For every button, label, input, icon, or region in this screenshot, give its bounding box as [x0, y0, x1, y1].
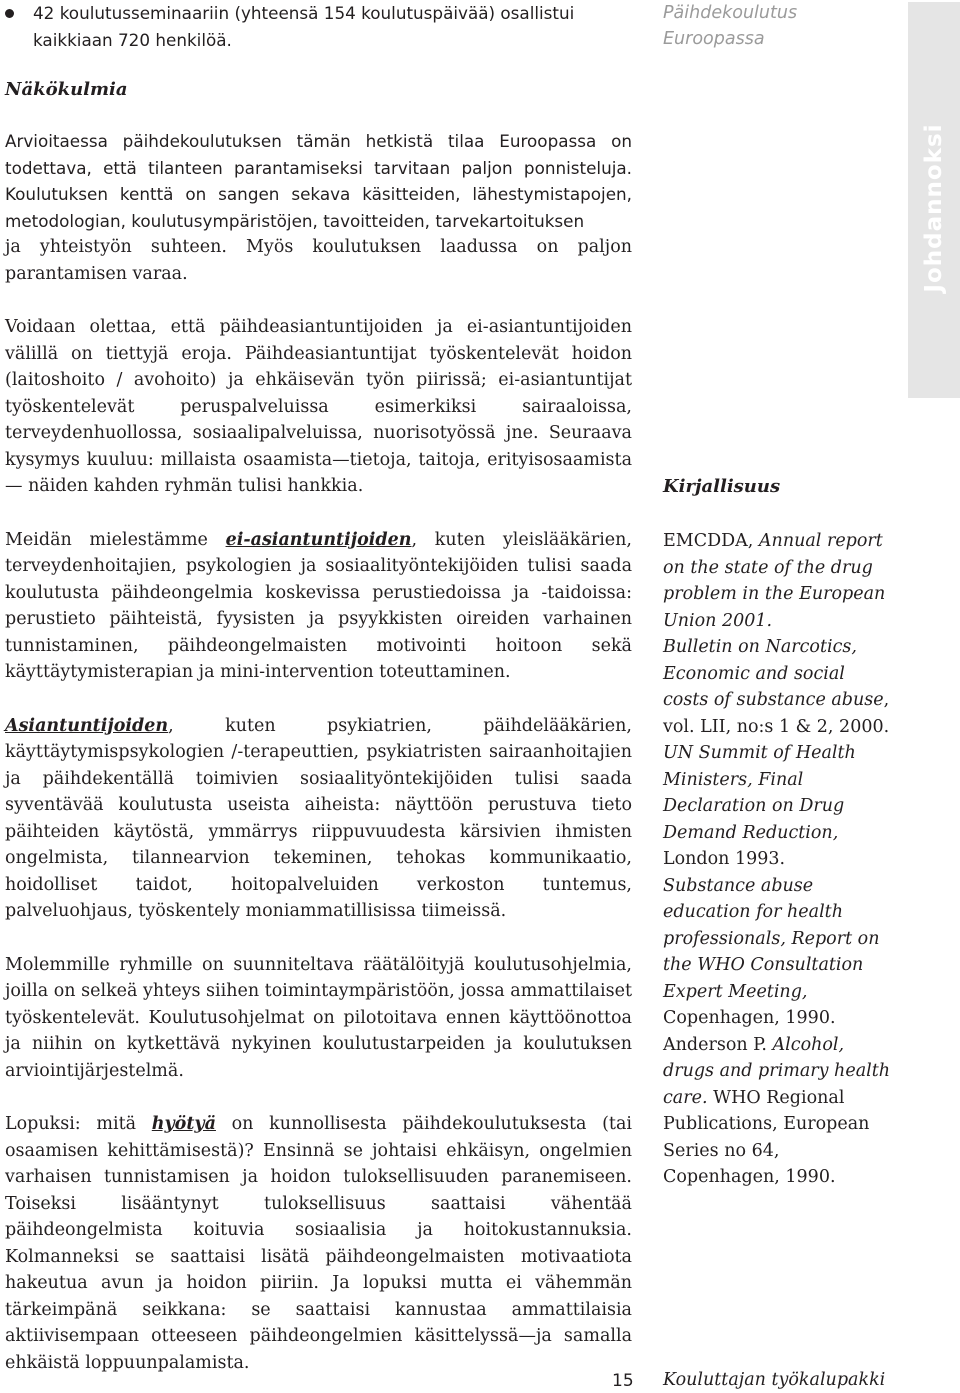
ref5-title: Alcohol, drugs and primary health care. — [663, 1034, 891, 1108]
publication-title: Kouluttajan työkalupakki — [663, 1370, 886, 1390]
ref4-details: Copenhagen, 1990. — [663, 1008, 836, 1028]
paragraph-1a: Arvioitaessa päihdekoulutuksen tämän hetkistä tilaa Euroopassa on todettava, että tilanteen parantamiseksi tarvitaan paljon ponnisteluja. Koulutuksen kenttä on sangen sekava käsitteiden, lähestymistapojen, metodologian, koulutusympäristöjen, tavoitteiden, tarvekartoituksen — [5, 131, 632, 231]
references-list — [663, 528, 895, 1191]
paragraph-1 — [5, 128, 632, 287]
bullet-text: 42 koulutusseminaariin (yhteensä 154 koulutuspäivää) osallistui kaikkiaan 720 henkilöä. — [33, 3, 575, 50]
p4-rest: , kuten psykiatrien, päihdelääkärien, käyttäytymispsykologien /-terapeuttien, psykiatristen sairaanhoitajien ja päihdekentällä toimivien sosiaalityöntekijöiden tulisi saada syventävää koulutusta useista aiheista: näyttöön perustuva tieto päihteiden käytöstä, ymmärrys riippuvuudesta kärsivien ihmisten ongelmista, tilannearvion tekeminen, tehokas kommunikaatio, hoidolliset taidot, hoitopalveluiden verkoston tuntemus, palveluohjaus, työskentely moniammatillisissa tiimeissä. — [5, 715, 632, 921]
p3-term: ei-asiantuntijoiden — [225, 529, 412, 550]
ref1-author: EMCDDA, — [663, 531, 759, 551]
reference-item — [663, 528, 895, 634]
section-heading: Näkökulmia — [5, 79, 128, 100]
p4-term: Asiantuntijoiden — [5, 715, 169, 736]
reference-item — [663, 634, 895, 740]
paragraph-1b: ja yhteistyön suhteen. Myös koulutuksen laadussa on paljon parantamisen varaa. — [5, 237, 632, 284]
ref2-title: Bulletin on Narcotics, Economic and social costs of substance abuse — [663, 637, 884, 710]
p6-rest: on kunnollisesta päihdekoulutuksesta (tai osaamisen kehittämisestä)? Ensinnä se johtaisi ehkäisyn, ongelmien varhaisen tunnistamisen ja hoidon tuloksellisuuden paranemiseen. Toiseksi lisääntynyt tuloksellisuus saattaisi vähentää päihdeongelmista koituvia sosiaalisia ja hoitokustannuksia. Kolmanneksi se saattaisi lisätä päihdeongelmaisten motivaatiota hakeutua avun ja hoidon piiriin. Ja lopuksi mutta ei vähemmän tärkeimpänä seikkana: se saattaisi kannustaa ammattilaisia aktiivisempaan otteeseen päihdeongelmien käsittelyssä—ja samalla ehkäistä loppuunpalamista. — [5, 1114, 632, 1373]
page-number: 15 — [612, 1371, 634, 1391]
references-title: Kirjallisuus — [663, 476, 781, 497]
paragraph-2: Voidaan olettaa, että päihdeasiantuntijoiden ja ei-asiantuntijoiden välillä on tiettyjä eroja. Päihdeasiantuntijat työskentelevät hoidon (laitoshoito / avohoito) ja ehkäisevän työn piirissä; ei-asiantuntijat työskentelevät peruspalveluissa esimerkiksi sairaaloissa, terveydenhuollossa, sosiaalipalveluissa, nuorisotyössä jne. Seuraava kysymys kuuluu: millaista osaamista—tietoja, taitoja, erityisosaamista— näiden kahden ryhmän tulisi hankkia. — [5, 317, 632, 496]
chapter-tab — [908, 2, 960, 398]
p3-lead: Meidän mielestämme — [5, 529, 226, 550]
p3-rest: , kuten yleislääkärien, terveydenhoitajien, psykologien ja sosiaalityöntekijöiden tulisi saada koulutusta päihdeongelmia koskevissa perustiedoissa ja -taidoissa: perustieto päihteistä, fyysisten ja psyykkisten oireiden varhainen tunnistaminen, päihdeongelmaisten motivointi hoitoon sekä käyttäytymisterapian ja mini-intervention toteuttaminen. — [5, 529, 632, 682]
main-column — [5, 0, 632, 1376]
p6-lead: Lopuksi: mitä — [5, 1114, 152, 1134]
paragraph-5: Molemmille ryhmille on suunniteltava räätälöityjä koulutusohjelmia, joilla on selkeä yhteys siihen toimintaympäristöön, jossa ammattilaiset työskentelevät. Koulutusohjelmat on pilotoitava ennen käyttöönottoa ja niihin on kytkettävä nykyinen koulutustarpeiden ja koulutuksen arviointijärjestelmä. — [5, 954, 632, 1081]
reference-item — [663, 1032, 895, 1191]
paragraph-4 — [5, 713, 632, 925]
chapter-tab-label: Johdannoksi — [921, 123, 947, 293]
bullet-item — [5, 0, 632, 53]
ref5-details: WHO Regional Publications, European Series no 64, Copenhagen, 1990. — [663, 1087, 870, 1187]
ref5-author: Anderson P. — [663, 1034, 773, 1055]
ref3-title: UN Summit of Health Ministers, Final Declaration on Drug Demand Reduction, — [663, 743, 856, 843]
ref3-details: London 1993. — [663, 849, 786, 869]
ref4-title: Substance abuse education for health professionals, Report on the WHO Consultation Expert Meeting, — [663, 875, 880, 1002]
running-header-line2: Euroopassa — [663, 29, 765, 49]
running-header — [663, 0, 895, 52]
ref2-details: , vol. LII, no:s 1 & 2, 2000. — [663, 690, 890, 737]
p6-term: hyötyä — [151, 1114, 216, 1134]
bullet-icon — [5, 9, 14, 18]
paragraph-3 — [5, 527, 632, 686]
running-header-line1: Päihdekoulutus — [663, 3, 798, 23]
reference-item — [663, 873, 895, 1032]
paragraph-6 — [5, 1111, 632, 1376]
ref1-title: Annual report on the state of the drug problem in the European Union 2001. — [663, 531, 886, 631]
reference-item — [663, 740, 895, 873]
